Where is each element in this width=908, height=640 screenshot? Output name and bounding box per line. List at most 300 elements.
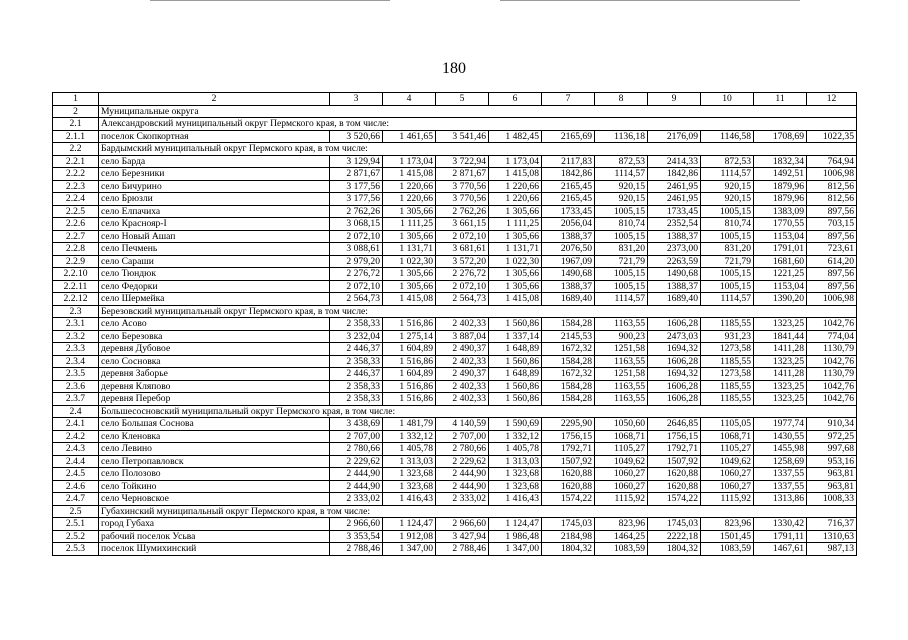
value-cell: 1 124,47 xyxy=(383,518,436,531)
value-cell: 1584,28 xyxy=(542,380,595,393)
row-number-cell: 2.1.1 xyxy=(53,130,99,143)
row-number-cell: 2.1 xyxy=(53,118,99,131)
value-cell: 721,79 xyxy=(701,255,754,268)
table-row xyxy=(53,168,857,181)
value-cell: 1842,86 xyxy=(542,168,595,181)
top-rule-left xyxy=(150,0,390,1)
column-number-cell: 4 xyxy=(383,93,436,106)
settlement-name-cell: село Печмень xyxy=(99,243,330,256)
table-row xyxy=(53,468,857,481)
table-row xyxy=(53,193,857,206)
tariff-table xyxy=(52,92,857,556)
value-cell: 1310,63 xyxy=(807,530,857,543)
value-cell: 2 072,10 xyxy=(330,230,383,243)
value-cell: 1105,05 xyxy=(701,418,754,431)
table-row xyxy=(53,255,857,268)
section-row xyxy=(53,405,857,418)
value-cell: 2 780,66 xyxy=(436,443,489,456)
table-row xyxy=(53,493,857,506)
value-cell: 1251,58 xyxy=(595,343,648,356)
row-number-cell: 2.2.7 xyxy=(53,230,99,243)
row-number-cell: 2.5.3 xyxy=(53,543,99,556)
value-cell: 1879,96 xyxy=(754,180,807,193)
settlement-name-cell: село Березники xyxy=(99,168,330,181)
value-cell: 4 140,59 xyxy=(436,418,489,431)
value-cell: 2 871,67 xyxy=(330,168,383,181)
section-row xyxy=(53,143,857,156)
value-cell: 1060,27 xyxy=(595,468,648,481)
value-cell: 1689,40 xyxy=(542,293,595,306)
value-cell: 1 305,66 xyxy=(383,230,436,243)
value-cell: 910,34 xyxy=(807,418,857,431)
value-cell: 1672,32 xyxy=(542,368,595,381)
header-row xyxy=(53,93,857,106)
row-number-cell: 2.2.1 xyxy=(53,155,99,168)
settlement-name-cell: село Брюзли xyxy=(99,193,330,206)
value-cell: 1060,27 xyxy=(595,480,648,493)
value-cell: 2 402,33 xyxy=(436,318,489,331)
value-cell: 703,15 xyxy=(807,218,857,231)
value-cell: 2 788,46 xyxy=(436,543,489,556)
row-number-cell: 2.2.11 xyxy=(53,280,99,293)
value-cell: 1185,55 xyxy=(701,393,754,406)
value-cell: 1 131,71 xyxy=(383,243,436,256)
row-number-cell: 2.3.2 xyxy=(53,330,99,343)
value-cell: 1313,86 xyxy=(754,493,807,506)
value-cell: 1 415,08 xyxy=(489,168,542,181)
value-cell: 1185,55 xyxy=(701,318,754,331)
value-cell: 2 564,73 xyxy=(330,293,383,306)
row-number-cell: 2 xyxy=(53,105,99,118)
value-cell: 1 220,66 xyxy=(489,180,542,193)
value-cell: 1 560,86 xyxy=(489,380,542,393)
table-row xyxy=(53,530,857,543)
value-cell: 1 347,00 xyxy=(383,543,436,556)
value-cell: 774,04 xyxy=(807,330,857,343)
value-cell: 1 648,89 xyxy=(489,368,542,381)
value-cell: 1681,60 xyxy=(754,255,807,268)
value-cell: 1323,25 xyxy=(754,393,807,406)
value-cell: 1 022,30 xyxy=(489,255,542,268)
value-cell: 1060,27 xyxy=(701,480,754,493)
value-cell: 2 966,60 xyxy=(330,518,383,531)
value-cell: 2 444,90 xyxy=(436,480,489,493)
table-row xyxy=(53,455,857,468)
value-cell: 3 088,61 xyxy=(330,243,383,256)
row-number-cell: 2.3.1 xyxy=(53,318,99,331)
value-cell: 2 358,33 xyxy=(330,393,383,406)
value-cell: 2 333,02 xyxy=(330,493,383,506)
value-cell: 1 305,66 xyxy=(383,280,436,293)
settlement-name-cell: деревня Дубовое xyxy=(99,343,330,356)
value-cell: 2414,33 xyxy=(648,155,701,168)
value-cell: 1 305,66 xyxy=(383,268,436,281)
value-cell: 1 560,86 xyxy=(489,393,542,406)
value-cell: 2 707,00 xyxy=(436,430,489,443)
value-cell: 1323,25 xyxy=(754,318,807,331)
value-cell: 1006,98 xyxy=(807,293,857,306)
value-cell: 1501,45 xyxy=(701,530,754,543)
value-cell: 1 173,04 xyxy=(383,155,436,168)
value-cell: 1 560,86 xyxy=(489,318,542,331)
value-cell: 721,79 xyxy=(595,255,648,268)
value-cell: 831,20 xyxy=(595,243,648,256)
value-cell: 2165,45 xyxy=(542,193,595,206)
value-cell: 2 444,90 xyxy=(330,480,383,493)
value-cell: 2 276,72 xyxy=(436,268,489,281)
section-title-cell: Александровский муниципальный округ Пермского края, в том числе: xyxy=(99,118,857,131)
settlement-name-cell: село Новый Ашап xyxy=(99,230,330,243)
settlement-name-cell: село Сараши xyxy=(99,255,330,268)
settlement-name-cell: деревня Перебор xyxy=(99,393,330,406)
value-cell: 2 966,60 xyxy=(436,518,489,531)
value-cell: 3 353,54 xyxy=(330,530,383,543)
value-cell: 1606,28 xyxy=(648,318,701,331)
settlement-name-cell: село Краснояр-I xyxy=(99,218,330,231)
value-cell: 1 323,68 xyxy=(383,480,436,493)
value-cell: 1105,27 xyxy=(595,443,648,456)
table-row xyxy=(53,230,857,243)
table-row xyxy=(53,293,857,306)
value-cell: 2 358,33 xyxy=(330,380,383,393)
section-title-cell: Березовский муниципальный округ Пермского края, в том числе: xyxy=(99,305,857,318)
value-cell: 1 416,43 xyxy=(383,493,436,506)
value-cell: 1163,55 xyxy=(595,318,648,331)
value-cell: 1083,59 xyxy=(595,543,648,556)
value-cell: 2461,95 xyxy=(648,193,701,206)
value-cell: 3 520,66 xyxy=(330,130,383,143)
row-number-cell: 2.4.3 xyxy=(53,443,99,456)
value-cell: 1694,32 xyxy=(648,368,701,381)
value-cell: 897,56 xyxy=(807,230,857,243)
value-cell: 1 323,68 xyxy=(383,468,436,481)
row-number-cell: 2.2.9 xyxy=(53,255,99,268)
value-cell: 997,68 xyxy=(807,443,857,456)
value-cell: 1 405,78 xyxy=(489,443,542,456)
value-cell: 1323,25 xyxy=(754,355,807,368)
value-cell: 1 415,08 xyxy=(383,168,436,181)
value-cell: 1005,15 xyxy=(701,268,754,281)
value-cell: 1 516,86 xyxy=(383,318,436,331)
value-cell: 812,56 xyxy=(807,193,857,206)
value-cell: 1733,45 xyxy=(648,205,701,218)
value-cell: 831,20 xyxy=(701,243,754,256)
value-cell: 1 560,86 xyxy=(489,355,542,368)
table-row xyxy=(53,418,857,431)
value-cell: 3 427,94 xyxy=(436,530,489,543)
value-cell: 1 313,03 xyxy=(383,455,436,468)
settlement-name-cell: село Березовка xyxy=(99,330,330,343)
table-row xyxy=(53,543,857,556)
row-number-cell: 2.2.4 xyxy=(53,193,99,206)
value-cell: 1083,59 xyxy=(701,543,754,556)
value-cell: 1005,15 xyxy=(595,280,648,293)
value-cell: 1 220,66 xyxy=(489,193,542,206)
settlement-name-cell: поселок Шумихинский xyxy=(99,543,330,556)
value-cell: 1620,88 xyxy=(648,468,701,481)
value-cell: 3 129,94 xyxy=(330,155,383,168)
value-cell: 920,15 xyxy=(701,180,754,193)
row-number-cell: 2.2 xyxy=(53,143,99,156)
value-cell: 1 305,66 xyxy=(489,268,542,281)
table-row xyxy=(53,130,857,143)
value-cell: 1005,15 xyxy=(701,205,754,218)
value-cell: 3 572,20 xyxy=(436,255,489,268)
value-cell: 3 068,15 xyxy=(330,218,383,231)
column-number-cell: 1 xyxy=(53,93,99,106)
section-row xyxy=(53,505,857,518)
value-cell: 1672,32 xyxy=(542,343,595,356)
value-cell: 2 446,37 xyxy=(330,368,383,381)
value-cell: 2 780,66 xyxy=(330,443,383,456)
value-cell: 1163,55 xyxy=(595,393,648,406)
value-cell: 2 490,37 xyxy=(436,368,489,381)
value-cell: 1967,09 xyxy=(542,255,595,268)
row-number-cell: 2.2.6 xyxy=(53,218,99,231)
section-row xyxy=(53,105,857,118)
value-cell: 920,15 xyxy=(595,193,648,206)
settlement-name-cell: село Большая Соснова xyxy=(99,418,330,431)
table-row xyxy=(53,480,857,493)
value-cell: 1273,58 xyxy=(701,368,754,381)
value-cell: 1791,11 xyxy=(754,530,807,543)
value-cell: 1620,88 xyxy=(542,480,595,493)
settlement-name-cell: деревня Кляпово xyxy=(99,380,330,393)
value-cell: 1337,55 xyxy=(754,480,807,493)
column-number-cell: 7 xyxy=(542,93,595,106)
column-number-cell: 11 xyxy=(754,93,807,106)
settlement-name-cell: село Полозово xyxy=(99,468,330,481)
value-cell: 1770,55 xyxy=(754,218,807,231)
settlement-name-cell: село Федорки xyxy=(99,280,330,293)
section-title-cell: Губахинский муниципальный округ Пермского края, в том числе: xyxy=(99,505,857,518)
value-cell: 920,15 xyxy=(595,180,648,193)
value-cell: 1 332,12 xyxy=(383,430,436,443)
settlement-name-cell: село Левино xyxy=(99,443,330,456)
value-cell: 1 461,65 xyxy=(383,130,436,143)
value-cell: 1 220,66 xyxy=(383,180,436,193)
value-cell: 723,61 xyxy=(807,243,857,256)
value-cell: 1008,33 xyxy=(807,493,857,506)
value-cell: 3 438,69 xyxy=(330,418,383,431)
value-cell: 1708,69 xyxy=(754,130,807,143)
value-cell: 2 072,10 xyxy=(436,280,489,293)
value-cell: 1022,35 xyxy=(807,130,857,143)
value-cell: 1146,58 xyxy=(701,130,754,143)
value-cell: 1383,09 xyxy=(754,205,807,218)
table-row xyxy=(53,518,857,531)
row-number-cell: 2.2.12 xyxy=(53,293,99,306)
value-cell: 1130,79 xyxy=(807,343,857,356)
row-number-cell: 2.4.6 xyxy=(53,480,99,493)
value-cell: 1 332,12 xyxy=(489,430,542,443)
value-cell: 1114,57 xyxy=(701,293,754,306)
value-cell: 2 762,26 xyxy=(330,205,383,218)
settlement-name-cell: село Бичурино xyxy=(99,180,330,193)
value-cell: 1163,55 xyxy=(595,355,648,368)
column-number-cell: 8 xyxy=(595,93,648,106)
settlement-name-cell: село Петропавловск xyxy=(99,455,330,468)
row-number-cell: 2.4.5 xyxy=(53,468,99,481)
value-cell: 1 131,71 xyxy=(489,243,542,256)
value-cell: 1 516,86 xyxy=(383,355,436,368)
value-cell: 1584,28 xyxy=(542,393,595,406)
settlement-name-cell: село Тюндюк xyxy=(99,268,330,281)
value-cell: 1323,25 xyxy=(754,380,807,393)
settlement-name-cell: поселок Скопкортная xyxy=(99,130,330,143)
settlement-name-cell: село Барда xyxy=(99,155,330,168)
value-cell: 1 124,47 xyxy=(489,518,542,531)
table-row xyxy=(53,330,857,343)
value-cell: 1 173,04 xyxy=(489,155,542,168)
row-number-cell: 2.4.1 xyxy=(53,418,99,431)
value-cell: 1330,42 xyxy=(754,518,807,531)
value-cell: 1842,86 xyxy=(648,168,701,181)
section-title-cell: Бардымский муниципальный округ Пермского края, в том числе: xyxy=(99,143,857,156)
value-cell: 1 347,00 xyxy=(489,543,542,556)
value-cell: 972,25 xyxy=(807,430,857,443)
table-row xyxy=(53,155,857,168)
row-number-cell: 2.5.1 xyxy=(53,518,99,531)
table-row xyxy=(53,393,857,406)
value-cell: 2263,59 xyxy=(648,255,701,268)
page-number: 180 xyxy=(442,60,466,77)
value-cell: 2 490,37 xyxy=(436,343,489,356)
value-cell: 1060,27 xyxy=(701,468,754,481)
value-cell: 1 516,86 xyxy=(383,393,436,406)
value-cell: 897,56 xyxy=(807,268,857,281)
table-row xyxy=(53,380,857,393)
value-cell: 1251,58 xyxy=(595,368,648,381)
value-cell: 2 358,33 xyxy=(330,318,383,331)
value-cell: 2117,83 xyxy=(542,155,595,168)
value-cell: 1 482,45 xyxy=(489,130,542,143)
value-cell: 1411,28 xyxy=(754,368,807,381)
value-cell: 1879,96 xyxy=(754,193,807,206)
value-cell: 1584,28 xyxy=(542,355,595,368)
section-title-cell: Большесосновский муниципальный округ Пермского края, в том числе: xyxy=(99,405,857,418)
value-cell: 823,96 xyxy=(595,518,648,531)
row-number-cell: 2.5.2 xyxy=(53,530,99,543)
value-cell: 1337,55 xyxy=(754,468,807,481)
value-cell: 2 402,33 xyxy=(436,355,489,368)
settlement-name-cell: село Кленовка xyxy=(99,430,330,443)
value-cell: 872,53 xyxy=(701,155,754,168)
table-row xyxy=(53,280,857,293)
row-number-cell: 2.3 xyxy=(53,305,99,318)
value-cell: 1 022,30 xyxy=(383,255,436,268)
value-cell: 1733,45 xyxy=(542,205,595,218)
column-number-cell: 6 xyxy=(489,93,542,106)
table-row xyxy=(53,355,857,368)
value-cell: 1042,76 xyxy=(807,355,857,368)
value-cell: 2 446,37 xyxy=(330,343,383,356)
value-cell: 1390,20 xyxy=(754,293,807,306)
value-cell: 963,81 xyxy=(807,468,857,481)
value-cell: 1 323,68 xyxy=(489,480,542,493)
value-cell: 1130,79 xyxy=(807,368,857,381)
table-row xyxy=(53,343,857,356)
value-cell: 2222,18 xyxy=(648,530,701,543)
value-cell: 812,56 xyxy=(807,180,857,193)
value-cell: 1136,18 xyxy=(595,130,648,143)
value-cell: 1 305,66 xyxy=(489,230,542,243)
row-number-cell: 2.2.3 xyxy=(53,180,99,193)
value-cell: 1756,15 xyxy=(542,430,595,443)
value-cell: 1114,57 xyxy=(595,293,648,306)
value-cell: 2 229,62 xyxy=(330,455,383,468)
table-row xyxy=(53,218,857,231)
value-cell: 2 333,02 xyxy=(436,493,489,506)
table-row xyxy=(53,430,857,443)
settlement-name-cell: деревня Заборье xyxy=(99,368,330,381)
value-cell: 764,94 xyxy=(807,155,857,168)
value-cell: 3 887,04 xyxy=(436,330,489,343)
value-cell: 1 912,08 xyxy=(383,530,436,543)
value-cell: 2165,45 xyxy=(542,180,595,193)
value-cell: 1841,44 xyxy=(754,330,807,343)
value-cell: 1464,25 xyxy=(595,530,648,543)
value-cell: 1005,15 xyxy=(595,205,648,218)
value-cell: 920,15 xyxy=(701,193,754,206)
value-cell: 1411,28 xyxy=(754,343,807,356)
column-number-cell: 10 xyxy=(701,93,754,106)
value-cell: 1115,92 xyxy=(701,493,754,506)
value-cell: 2 979,20 xyxy=(330,255,383,268)
value-cell: 2 564,73 xyxy=(436,293,489,306)
value-cell: 3 541,46 xyxy=(436,130,489,143)
value-cell: 1694,32 xyxy=(648,343,701,356)
table-row xyxy=(53,268,857,281)
value-cell: 1606,28 xyxy=(648,380,701,393)
value-cell: 1792,71 xyxy=(542,443,595,456)
value-cell: 1574,22 xyxy=(648,493,701,506)
section-row xyxy=(53,305,857,318)
value-cell: 2373,00 xyxy=(648,243,701,256)
value-cell: 1977,74 xyxy=(754,418,807,431)
row-number-cell: 2.5 xyxy=(53,505,99,518)
value-cell: 931,23 xyxy=(701,330,754,343)
value-cell: 872,53 xyxy=(595,155,648,168)
column-number-cell: 5 xyxy=(436,93,489,106)
row-number-cell: 2.2.10 xyxy=(53,268,99,281)
value-cell: 2 072,10 xyxy=(436,230,489,243)
value-cell: 953,16 xyxy=(807,455,857,468)
row-number-cell: 2.3.4 xyxy=(53,355,99,368)
value-cell: 1005,15 xyxy=(701,230,754,243)
value-cell: 614,20 xyxy=(807,255,857,268)
value-cell: 1 415,08 xyxy=(383,293,436,306)
value-cell: 3 770,56 xyxy=(436,193,489,206)
value-cell: 2 788,46 xyxy=(330,543,383,556)
value-cell: 1507,92 xyxy=(542,455,595,468)
row-number-cell: 2.3.5 xyxy=(53,368,99,381)
value-cell: 1 481,79 xyxy=(383,418,436,431)
value-cell: 1 337,14 xyxy=(489,330,542,343)
value-cell: 2 402,33 xyxy=(436,393,489,406)
value-cell: 2184,98 xyxy=(542,530,595,543)
value-cell: 1068,71 xyxy=(701,430,754,443)
value-cell: 1 648,89 xyxy=(489,343,542,356)
row-number-cell: 2.4.7 xyxy=(53,493,99,506)
value-cell: 1 415,08 xyxy=(489,293,542,306)
column-number-cell: 9 xyxy=(648,93,701,106)
value-cell: 897,56 xyxy=(807,205,857,218)
table-row xyxy=(53,318,857,331)
value-cell: 716,37 xyxy=(807,518,857,531)
settlement-name-cell: село Асово xyxy=(99,318,330,331)
value-cell: 810,74 xyxy=(701,218,754,231)
